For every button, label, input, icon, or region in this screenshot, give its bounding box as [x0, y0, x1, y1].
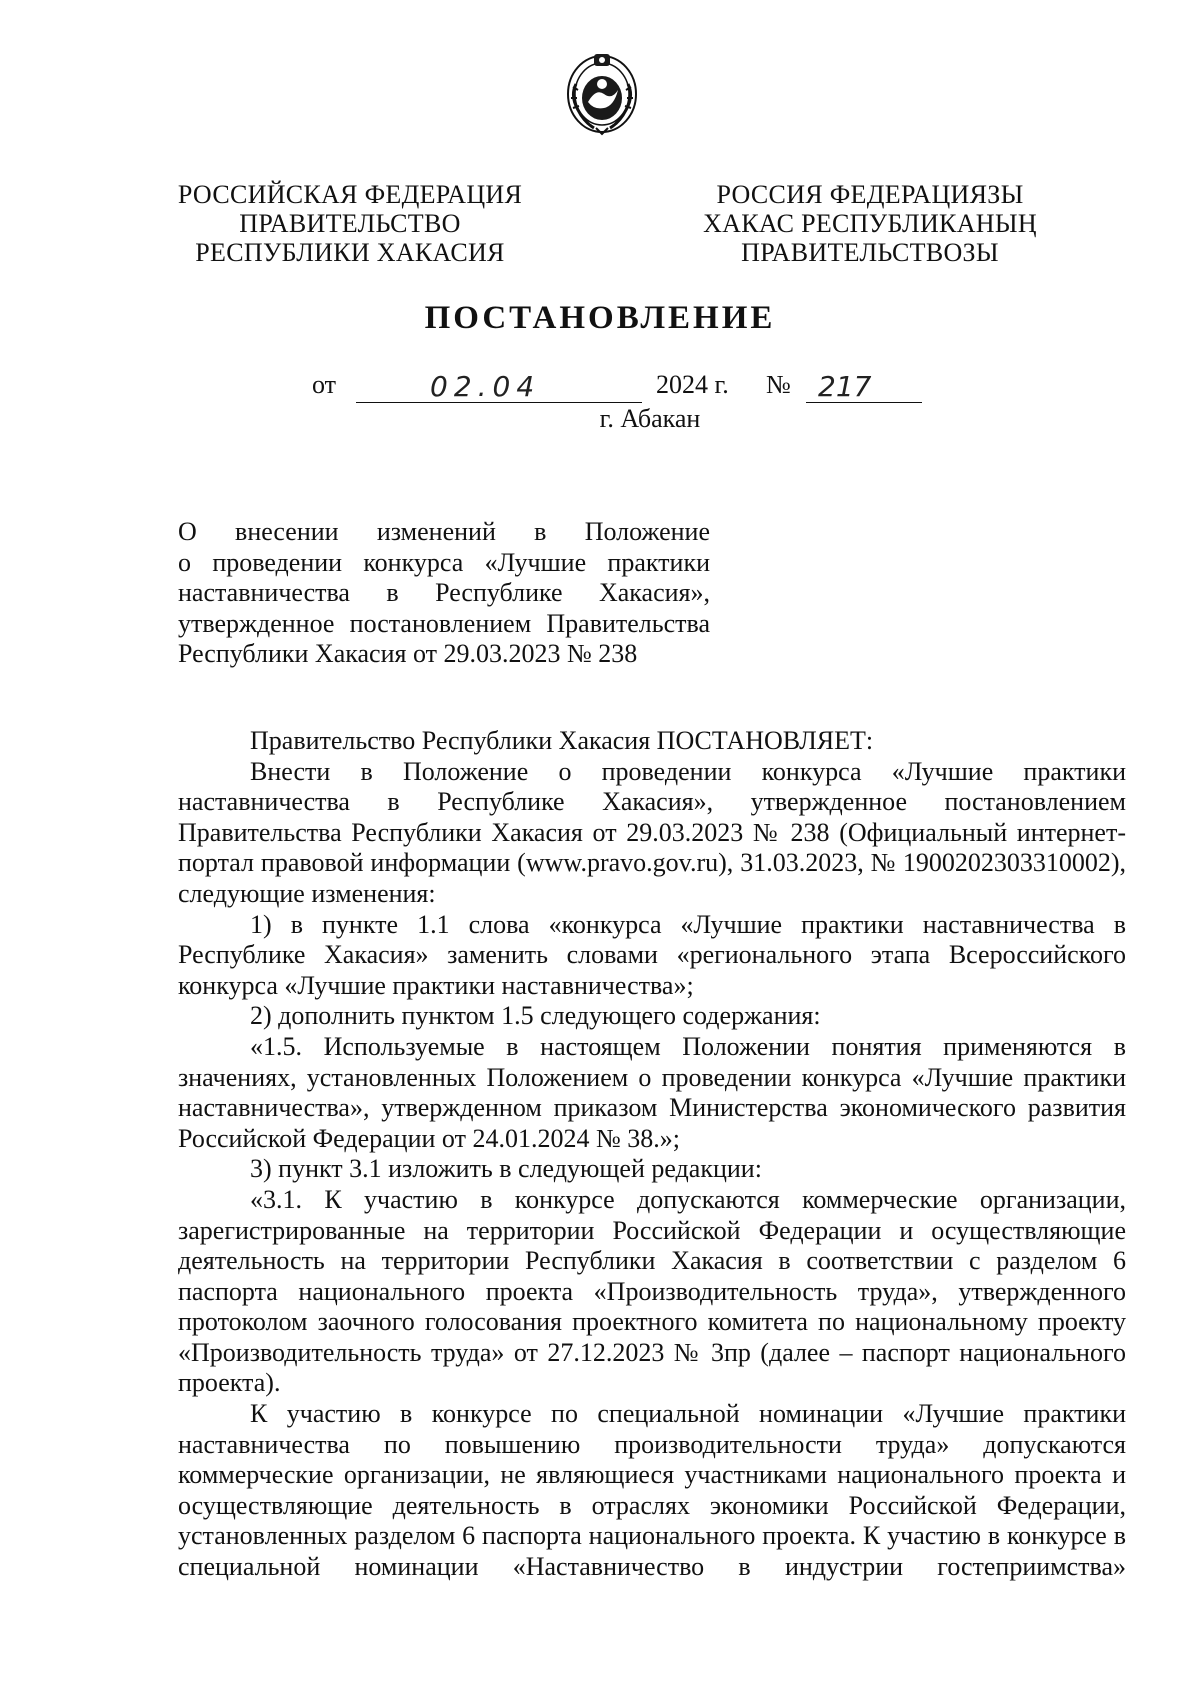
- city: г. Абакан: [599, 404, 701, 433]
- body-paragraph: «3.1. К участию в конкурсе допускаются коммерческие организации, зарегистрированные на территории Российской Федерации и осуществляющие деятельность на территории Республики Хакасия в соответствии с разделом 6 паспорта национального проекта «Производительность труда», утвержденного протоколом заочного голосования проектного комитета по национальному проекту «Производительность труда» от 27.12.2023 № 3пр (далее – паспорт национального проекта).: [178, 1184, 1126, 1398]
- body-paragraph: Правительство Республики Хакасия ПОСТАНОВЛЯЕТ:: [250, 726, 874, 755]
- body-paragraph: 3) пункт 3.1 изложить в следующей редакции:: [250, 1154, 762, 1184]
- subject-line: О внесении изменений в Положение: [178, 517, 710, 546]
- header-left-line: РЕСПУБЛИКИ ХАКАСИЯ: [195, 238, 505, 267]
- date-year: 2024 г.: [656, 370, 729, 399]
- header-left-line: РОССИЙСКАЯ ФЕДЕРАЦИЯ: [177, 180, 523, 209]
- body-paragraph: 1) в пункте 1.1 слова «конкурса «Лучшие практики наставничества в Республике Хакасия» заменить словами «регионального этапа Всероссийского конкурса «Лучшие практики наставничества»;: [178, 909, 1126, 1000]
- date-prefix: от: [312, 370, 337, 399]
- header-right-line: ПРАВИТЕЛЬСТВОЗЫ: [741, 238, 999, 267]
- body-paragraph: 2) дополнить пунктом 1.5 следующего содержания:: [250, 1001, 821, 1031]
- subject-line: о проведении конкурса «Лучшие практики: [178, 547, 710, 577]
- subject-line: Республики Хакасия от 29.03.2023 № 238: [178, 639, 638, 668]
- subject-line: утвержденное постановлением Правительства: [178, 608, 710, 638]
- header-right-line: РОССИЯ ФЕДЕРАЦИЯЗЫ: [716, 180, 1024, 209]
- header-left-line: ПРАВИТЕЛЬСТВО: [239, 209, 461, 238]
- subject-line: наставничества в Республике Хакасия»,: [178, 578, 710, 607]
- handwritten-number: 217: [818, 370, 872, 403]
- body-paragraph: К участию в конкурсе по специальной номинации «Лучшие практики наставничества по повышению производительности труда» допускаются коммерческие организации, не являющиеся участниками национального проекта и осуществляющие деятельность в отраслях экономики Российской Федерации, установленных разделом 6 паспорта национального проекта. К участию в конкурсе в специальной номинации «Наставничество в индустрии гостеприимства»: [178, 1399, 1126, 1582]
- header-right: [680, 180, 1060, 267]
- header-right-line: ХАКАС РЕСПУБЛИКАНЫҢ: [703, 209, 1037, 238]
- handwritten-date: 02.04: [430, 370, 541, 403]
- coat-of-arms-emblem: [564, 44, 640, 136]
- subject-block: [178, 517, 710, 670]
- header-left: [160, 180, 540, 267]
- number-label: №: [766, 370, 791, 399]
- body-paragraph: Внести в Положение о проведении конкурса «Лучшие практики наставничества в Республике Хакасия», утвержденное постановлением Правительства Республики Хакасия от 29.03.2023 № 238 (Официальный интернет-портал правовой информации (www.pravo.gov.ru), 31.03.2023, № 1900202303310002), следующие изменения:: [178, 756, 1126, 908]
- document-title: ПОСТАНОВЛЕНИЕ: [424, 300, 776, 336]
- body-paragraph: «1.5. Используемые в настоящем Положении понятия применяются в значениях, установленных Положением о проведении конкурса «Лучшие практики наставничества», утвержденном приказом Министерства экономического развития Российской Федерации от 24.01.2024 № 38.»;: [178, 1031, 1126, 1153]
- document-body: [178, 726, 1126, 1583]
